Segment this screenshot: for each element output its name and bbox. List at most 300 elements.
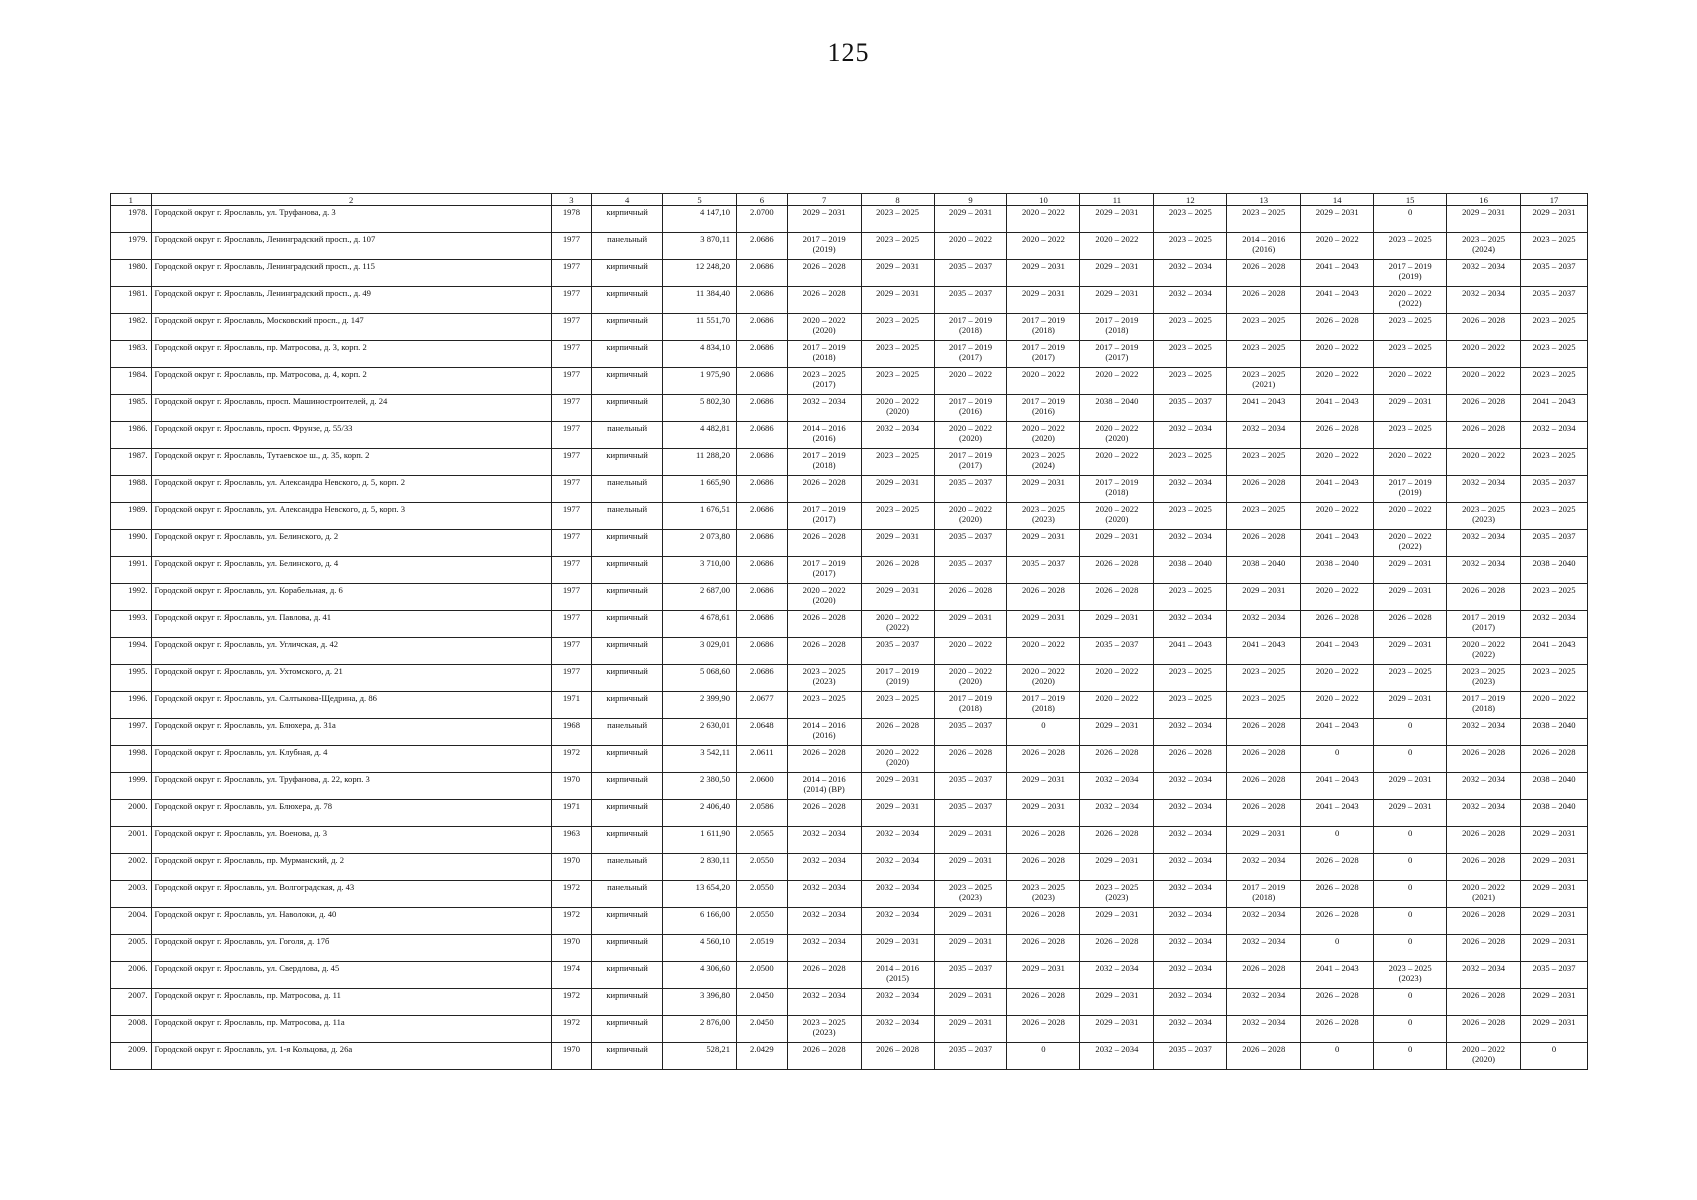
table-cell-col-5: 2 687,00 xyxy=(663,584,737,611)
table-cell-col-8: 2017 – 2019 (2019) xyxy=(861,665,934,692)
table-cell-col-12: 2023 – 2025 xyxy=(1154,341,1227,368)
table-cell-col-11: 2020 – 2022 (2020) xyxy=(1080,503,1154,530)
table-row xyxy=(111,287,1588,314)
table-cell-col-6: 2.0686 xyxy=(737,422,788,449)
table-cell-col-14: 2020 – 2022 xyxy=(1301,665,1374,692)
table-cell-col-17: 2029 – 2031 xyxy=(1521,1016,1588,1043)
table-cell-col-9: 2035 – 2037 xyxy=(934,530,1007,557)
table-cell-col-13: 2026 – 2028 xyxy=(1227,530,1301,557)
table-cell-col-1: 1979. xyxy=(111,233,152,260)
table-cell-col-3: 1974 xyxy=(551,962,592,989)
table-cell-col-6: 2.0677 xyxy=(737,692,788,719)
table-cell-col-17: 2029 – 2031 xyxy=(1521,908,1588,935)
table-cell-col-5: 13 654,20 xyxy=(663,881,737,908)
table-cell-col-3: 1971 xyxy=(551,692,592,719)
table-cell-col-14: 2041 – 2043 xyxy=(1301,476,1374,503)
table-cell-col-11: 2029 – 2031 xyxy=(1080,908,1154,935)
table-cell-col-9: 2017 – 2019 (2017) xyxy=(934,449,1007,476)
table-cell-col-10: 2035 – 2037 xyxy=(1007,557,1080,584)
table-cell-col-12: 2026 – 2028 xyxy=(1154,746,1227,773)
table-cell-col-3: 1963 xyxy=(551,827,592,854)
table-cell-col-12: 2035 – 2037 xyxy=(1154,1043,1227,1070)
table-cell-col-14: 2029 – 2031 xyxy=(1301,206,1374,233)
table-cell-col-2: Городской округ г. Ярославль, ул. Блюхера, д. 31а xyxy=(151,719,551,746)
table-cell-col-5: 2 876,00 xyxy=(663,1016,737,1043)
table-cell-col-17: 2041 – 2043 xyxy=(1521,638,1588,665)
table-cell-col-7: 2017 – 2019 (2018) xyxy=(787,341,861,368)
table-cell-col-11: 2020 – 2022 xyxy=(1080,449,1154,476)
table-cell-col-8: 2014 – 2016 (2015) xyxy=(861,962,934,989)
table-cell-col-4: кирпичный xyxy=(592,827,663,854)
table-cell-col-9: 2035 – 2037 xyxy=(934,260,1007,287)
table-cell-col-13: 2023 – 2025 xyxy=(1227,314,1301,341)
table-cell-col-13: 2023 – 2025 (2021) xyxy=(1227,368,1301,395)
table-cell-col-2: Городской округ г. Ярославль, Тутаевское ш., д. 35, корп. 2 xyxy=(151,449,551,476)
table-cell-col-15: 0 xyxy=(1374,827,1447,854)
table-cell-col-14: 2026 – 2028 xyxy=(1301,422,1374,449)
table-cell-col-5: 3 542,11 xyxy=(663,746,737,773)
table-cell-col-4: кирпичный xyxy=(592,935,663,962)
table-cell-col-16: 2020 – 2022 xyxy=(1447,449,1521,476)
table-cell-col-8: 2032 – 2034 xyxy=(861,827,934,854)
column-header-9: 9 xyxy=(934,194,1007,206)
table-cell-col-6: 2.0686 xyxy=(737,503,788,530)
table-cell-col-6: 2.0611 xyxy=(737,746,788,773)
table-cell-col-15: 2023 – 2025 xyxy=(1374,665,1447,692)
table-cell-col-16: 2026 – 2028 xyxy=(1447,1016,1521,1043)
table-cell-col-3: 1977 xyxy=(551,557,592,584)
table-cell-col-14: 2041 – 2043 xyxy=(1301,719,1374,746)
table-row xyxy=(111,638,1588,665)
table-row xyxy=(111,800,1588,827)
table-cell-col-14: 0 xyxy=(1301,1043,1374,1070)
table-cell-col-16: 2032 – 2034 xyxy=(1447,719,1521,746)
table-cell-col-9: 2017 – 2019 (2018) xyxy=(934,314,1007,341)
table-cell-col-16: 2020 – 2022 xyxy=(1447,368,1521,395)
table-cell-col-14: 2020 – 2022 xyxy=(1301,449,1374,476)
table-cell-col-7: 2020 – 2022 (2020) xyxy=(787,584,861,611)
table-row xyxy=(111,206,1588,233)
table-cell-col-14: 2026 – 2028 xyxy=(1301,989,1374,1016)
table-cell-col-1: 1992. xyxy=(111,584,152,611)
table-cell-col-10: 2017 – 2019 (2016) xyxy=(1007,395,1080,422)
table-cell-col-3: 1972 xyxy=(551,1016,592,1043)
table-cell-col-12: 2032 – 2034 xyxy=(1154,1016,1227,1043)
table-cell-col-15: 2023 – 2025 xyxy=(1374,314,1447,341)
table-cell-col-12: 2032 – 2034 xyxy=(1154,935,1227,962)
table-cell-col-14: 2020 – 2022 xyxy=(1301,368,1374,395)
table-cell-col-7: 2014 – 2016 (2014) (ВР) xyxy=(787,773,861,800)
header-row xyxy=(111,194,1588,206)
table-cell-col-9: 2035 – 2037 xyxy=(934,1043,1007,1070)
table-cell-col-17: 2029 – 2031 xyxy=(1521,206,1588,233)
table-cell-col-1: 1996. xyxy=(111,692,152,719)
table-cell-col-6: 2.0686 xyxy=(737,314,788,341)
table-cell-col-1: 1994. xyxy=(111,638,152,665)
table-cell-col-1: 1995. xyxy=(111,665,152,692)
table-cell-col-4: кирпичный xyxy=(592,287,663,314)
table-cell-col-7: 2032 – 2034 xyxy=(787,854,861,881)
table-cell-col-7: 2026 – 2028 xyxy=(787,260,861,287)
table-cell-col-4: панельный xyxy=(592,422,663,449)
table-cell-col-5: 3 029,01 xyxy=(663,638,737,665)
table-cell-col-15: 2023 – 2025 xyxy=(1374,341,1447,368)
table-cell-col-16: 2020 – 2022 xyxy=(1447,341,1521,368)
table-cell-col-2: Городской округ г. Ярославль, пр. Матросова, д. 11 xyxy=(151,989,551,1016)
table-cell-col-5: 6 166,00 xyxy=(663,908,737,935)
table-cell-col-15: 2029 – 2031 xyxy=(1374,395,1447,422)
table-cell-col-17: 2029 – 2031 xyxy=(1521,881,1588,908)
table-cell-col-1: 2007. xyxy=(111,989,152,1016)
table-cell-col-7: 2032 – 2034 xyxy=(787,935,861,962)
table-cell-col-16: 2026 – 2028 xyxy=(1447,908,1521,935)
table-cell-col-2: Городской округ г. Ярославль, Московский просп., д. 147 xyxy=(151,314,551,341)
table-cell-col-1: 2005. xyxy=(111,935,152,962)
table-cell-col-4: панельный xyxy=(592,881,663,908)
table-cell-col-12: 2032 – 2034 xyxy=(1154,260,1227,287)
table-cell-col-11: 2017 – 2019 (2017) xyxy=(1080,341,1154,368)
table-cell-col-16: 2032 – 2034 xyxy=(1447,260,1521,287)
table-cell-col-3: 1970 xyxy=(551,935,592,962)
table-row xyxy=(111,1016,1588,1043)
table-cell-col-15: 0 xyxy=(1374,1043,1447,1070)
table-cell-col-8: 2023 – 2025 xyxy=(861,233,934,260)
column-header-6: 6 xyxy=(737,194,788,206)
table-row xyxy=(111,395,1588,422)
table-cell-col-8: 2032 – 2034 xyxy=(861,989,934,1016)
table-cell-col-11: 2029 – 2031 xyxy=(1080,989,1154,1016)
column-header-2: 2 xyxy=(151,194,551,206)
table-cell-col-2: Городской округ г. Ярославль, ул. Угличская, д. 42 xyxy=(151,638,551,665)
table-cell-col-4: кирпичный xyxy=(592,638,663,665)
table-cell-col-12: 2032 – 2034 xyxy=(1154,854,1227,881)
table-cell-col-9: 2020 – 2022 (2020) xyxy=(934,503,1007,530)
table-cell-col-10: 2023 – 2025 (2023) xyxy=(1007,881,1080,908)
table-cell-col-16: 2032 – 2034 xyxy=(1447,287,1521,314)
table-cell-col-6: 2.0686 xyxy=(737,395,788,422)
table-cell-col-1: 1983. xyxy=(111,341,152,368)
table-cell-col-5: 11 288,20 xyxy=(663,449,737,476)
table-cell-col-1: 1982. xyxy=(111,314,152,341)
table-cell-col-3: 1977 xyxy=(551,503,592,530)
table-cell-col-2: Городской округ г. Ярославль, пр. Мурманский, д. 2 xyxy=(151,854,551,881)
table-cell-col-16: 2026 – 2028 xyxy=(1447,854,1521,881)
table-cell-col-13: 2041 – 2043 xyxy=(1227,638,1301,665)
table-cell-col-8: 2032 – 2034 xyxy=(861,1016,934,1043)
table-row xyxy=(111,935,1588,962)
table-cell-col-10: 0 xyxy=(1007,719,1080,746)
table-cell-col-11: 2029 – 2031 xyxy=(1080,719,1154,746)
table-cell-col-9: 2029 – 2031 xyxy=(934,827,1007,854)
table-row xyxy=(111,719,1588,746)
table-cell-col-16: 2032 – 2034 xyxy=(1447,962,1521,989)
table-cell-col-5: 3 870,11 xyxy=(663,233,737,260)
table-cell-col-14: 2026 – 2028 xyxy=(1301,854,1374,881)
table-cell-col-5: 5 802,30 xyxy=(663,395,737,422)
table-cell-col-4: панельный xyxy=(592,503,663,530)
table-cell-col-16: 2026 – 2028 xyxy=(1447,584,1521,611)
table-cell-col-16: 2020 – 2022 (2022) xyxy=(1447,638,1521,665)
column-header-14: 14 xyxy=(1301,194,1374,206)
table-cell-col-14: 2041 – 2043 xyxy=(1301,287,1374,314)
table-cell-col-10: 2029 – 2031 xyxy=(1007,800,1080,827)
table-cell-col-12: 2032 – 2034 xyxy=(1154,476,1227,503)
table-cell-col-1: 1988. xyxy=(111,476,152,503)
table-cell-col-3: 1968 xyxy=(551,719,592,746)
table-cell-col-10: 2020 – 2022 xyxy=(1007,233,1080,260)
table-cell-col-10: 2017 – 2019 (2018) xyxy=(1007,314,1080,341)
table-cell-col-1: 2008. xyxy=(111,1016,152,1043)
table-cell-col-8: 2023 – 2025 xyxy=(861,206,934,233)
table-cell-col-17: 2035 – 2037 xyxy=(1521,260,1588,287)
table-cell-col-9: 2035 – 2037 xyxy=(934,287,1007,314)
table-cell-col-7: 2023 – 2025 (2017) xyxy=(787,368,861,395)
table-row xyxy=(111,665,1588,692)
table-cell-col-6: 2.0429 xyxy=(737,1043,788,1070)
table-cell-col-15: 2020 – 2022 (2022) xyxy=(1374,530,1447,557)
table-cell-col-2: Городской округ г. Ярославль, пр. Матросова, д. 11а xyxy=(151,1016,551,1043)
table-cell-col-13: 2023 – 2025 xyxy=(1227,503,1301,530)
table-row xyxy=(111,611,1588,638)
table-cell-col-12: 2032 – 2034 xyxy=(1154,989,1227,1016)
table-cell-col-15: 0 xyxy=(1374,908,1447,935)
table-cell-col-7: 2017 – 2019 (2019) xyxy=(787,233,861,260)
table-cell-col-8: 2032 – 2034 xyxy=(861,422,934,449)
table-cell-col-11: 2026 – 2028 xyxy=(1080,827,1154,854)
table-cell-col-13: 2026 – 2028 xyxy=(1227,719,1301,746)
table-cell-col-8: 2023 – 2025 xyxy=(861,314,934,341)
table-cell-col-12: 2032 – 2034 xyxy=(1154,422,1227,449)
table-cell-col-1: 1985. xyxy=(111,395,152,422)
table-cell-col-3: 1977 xyxy=(551,530,592,557)
table-cell-col-15: 0 xyxy=(1374,746,1447,773)
table-cell-col-17: 2026 – 2028 xyxy=(1521,746,1588,773)
table-cell-col-10: 2026 – 2028 xyxy=(1007,584,1080,611)
column-header-4: 4 xyxy=(592,194,663,206)
table-cell-col-2: Городской округ г. Ярославль, ул. Белинского, д. 4 xyxy=(151,557,551,584)
table-cell-col-15: 2023 – 2025 xyxy=(1374,233,1447,260)
table-cell-col-9: 2029 – 2031 xyxy=(934,854,1007,881)
table-cell-col-14: 0 xyxy=(1301,746,1374,773)
table-cell-col-6: 2.0500 xyxy=(737,962,788,989)
table-cell-col-3: 1977 xyxy=(551,665,592,692)
table-cell-col-16: 2026 – 2028 xyxy=(1447,395,1521,422)
table-cell-col-13: 2026 – 2028 xyxy=(1227,746,1301,773)
table-cell-col-12: 2032 – 2034 xyxy=(1154,800,1227,827)
table-cell-col-8: 2029 – 2031 xyxy=(861,260,934,287)
table-cell-col-15: 2023 – 2025 (2023) xyxy=(1374,962,1447,989)
table-cell-col-2: Городской округ г. Ярославль, пр. Матросова, д. 3, корп. 2 xyxy=(151,341,551,368)
table-cell-col-4: кирпичный xyxy=(592,395,663,422)
table-cell-col-3: 1977 xyxy=(551,422,592,449)
table-cell-col-9: 2035 – 2037 xyxy=(934,719,1007,746)
table-cell-col-8: 2032 – 2034 xyxy=(861,881,934,908)
table-cell-col-14: 2020 – 2022 xyxy=(1301,233,1374,260)
table-cell-col-7: 2026 – 2028 xyxy=(787,746,861,773)
table-row xyxy=(111,746,1588,773)
table-cell-col-6: 2.0600 xyxy=(737,773,788,800)
table-cell-col-2: Городской округ г. Ярославль, ул. Салтыкова-Щедрина, д. 86 xyxy=(151,692,551,719)
table-cell-col-14: 0 xyxy=(1301,827,1374,854)
column-header-1: 1 xyxy=(111,194,152,206)
table-cell-col-13: 2023 – 2025 xyxy=(1227,206,1301,233)
table-cell-col-9: 2029 – 2031 xyxy=(934,611,1007,638)
table-cell-col-5: 528,21 xyxy=(663,1043,737,1070)
table-cell-col-14: 2041 – 2043 xyxy=(1301,773,1374,800)
table-cell-col-15: 2020 – 2022 (2022) xyxy=(1374,287,1447,314)
table-cell-col-8: 2020 – 2022 (2020) xyxy=(861,746,934,773)
table-cell-col-11: 2029 – 2031 xyxy=(1080,530,1154,557)
table-cell-col-3: 1977 xyxy=(551,395,592,422)
table-cell-col-3: 1970 xyxy=(551,1043,592,1070)
table-cell-col-4: кирпичный xyxy=(592,260,663,287)
table-cell-col-9: 2035 – 2037 xyxy=(934,773,1007,800)
table-cell-col-13: 2023 – 2025 xyxy=(1227,449,1301,476)
table-cell-col-17: 2029 – 2031 xyxy=(1521,989,1588,1016)
table-cell-col-17: 2023 – 2025 xyxy=(1521,584,1588,611)
table-cell-col-2: Городской округ г. Ярославль, ул. Военова, д. 3 xyxy=(151,827,551,854)
table-cell-col-14: 2026 – 2028 xyxy=(1301,908,1374,935)
table-cell-col-4: панельный xyxy=(592,719,663,746)
table-cell-col-9: 2026 – 2028 xyxy=(934,584,1007,611)
table-cell-col-6: 2.0550 xyxy=(737,908,788,935)
housing-repair-table xyxy=(110,193,1588,1070)
table-cell-col-10: 2023 – 2025 (2024) xyxy=(1007,449,1080,476)
table-cell-col-4: кирпичный xyxy=(592,584,663,611)
table-cell-col-15: 0 xyxy=(1374,1016,1447,1043)
table-cell-col-2: Городской округ г. Ярославль, ул. Белинского, д. 2 xyxy=(151,530,551,557)
table-cell-col-16: 2026 – 2028 xyxy=(1447,746,1521,773)
table-cell-col-10: 2026 – 2028 xyxy=(1007,854,1080,881)
table-cell-col-12: 2032 – 2034 xyxy=(1154,287,1227,314)
table-cell-col-17: 2023 – 2025 xyxy=(1521,341,1588,368)
table-cell-col-9: 2020 – 2022 xyxy=(934,233,1007,260)
table-cell-col-17: 2035 – 2037 xyxy=(1521,287,1588,314)
table-cell-col-10: 2020 – 2022 (2020) xyxy=(1007,665,1080,692)
table-cell-col-7: 2014 – 2016 (2016) xyxy=(787,719,861,746)
table-cell-col-7: 2026 – 2028 xyxy=(787,800,861,827)
table-cell-col-10: 2020 – 2022 (2020) xyxy=(1007,422,1080,449)
table-cell-col-17: 2035 – 2037 xyxy=(1521,530,1588,557)
table-cell-col-12: 2023 – 2025 xyxy=(1154,503,1227,530)
table-cell-col-1: 2001. xyxy=(111,827,152,854)
table-row xyxy=(111,881,1588,908)
table-cell-col-13: 2026 – 2028 xyxy=(1227,260,1301,287)
table-cell-col-10: 2029 – 2031 xyxy=(1007,611,1080,638)
table-cell-col-11: 2020 – 2022 xyxy=(1080,368,1154,395)
table-cell-col-3: 1977 xyxy=(551,314,592,341)
table-cell-col-3: 1978 xyxy=(551,206,592,233)
table-cell-col-15: 2029 – 2031 xyxy=(1374,557,1447,584)
table-cell-col-15: 2020 – 2022 xyxy=(1374,368,1447,395)
table-cell-col-4: кирпичный xyxy=(592,530,663,557)
column-header-11: 11 xyxy=(1080,194,1154,206)
table-cell-col-7: 2032 – 2034 xyxy=(787,881,861,908)
table-cell-col-17: 2029 – 2031 xyxy=(1521,827,1588,854)
table-cell-col-17: 2032 – 2034 xyxy=(1521,611,1588,638)
table-cell-col-4: кирпичный xyxy=(592,665,663,692)
table-cell-col-2: Городской округ г. Ярославль, ул. Гоголя, д. 17б xyxy=(151,935,551,962)
table-cell-col-6: 2.0648 xyxy=(737,719,788,746)
table-cell-col-8: 2026 – 2028 xyxy=(861,719,934,746)
table-cell-col-4: кирпичный xyxy=(592,1043,663,1070)
table-cell-col-9: 2026 – 2028 xyxy=(934,746,1007,773)
table-cell-col-3: 1977 xyxy=(551,233,592,260)
table-cell-col-7: 2026 – 2028 xyxy=(787,530,861,557)
table-cell-col-9: 2020 – 2022 xyxy=(934,638,1007,665)
table-cell-col-3: 1977 xyxy=(551,368,592,395)
table-cell-col-4: кирпичный xyxy=(592,611,663,638)
table-cell-col-7: 2020 – 2022 (2020) xyxy=(787,314,861,341)
table-cell-col-9: 2023 – 2025 (2023) xyxy=(934,881,1007,908)
table-cell-col-6: 2.0686 xyxy=(737,287,788,314)
table-cell-col-11: 2017 – 2019 (2018) xyxy=(1080,314,1154,341)
table-cell-col-13: 2032 – 2034 xyxy=(1227,989,1301,1016)
table-cell-col-17: 2041 – 2043 xyxy=(1521,395,1588,422)
table-cell-col-3: 1977 xyxy=(551,260,592,287)
table-cell-col-7: 2014 – 2016 (2016) xyxy=(787,422,861,449)
table-cell-col-4: кирпичный xyxy=(592,449,663,476)
table-cell-col-2: Городской округ г. Ярославль, ул. Наволоки, д. 40 xyxy=(151,908,551,935)
table-cell-col-12: 2032 – 2034 xyxy=(1154,962,1227,989)
table-cell-col-6: 2.0586 xyxy=(737,800,788,827)
table-cell-col-8: 2023 – 2025 xyxy=(861,692,934,719)
table-cell-col-5: 2 630,01 xyxy=(663,719,737,746)
table-cell-col-17: 2023 – 2025 xyxy=(1521,233,1588,260)
table-cell-col-12: 2023 – 2025 xyxy=(1154,449,1227,476)
table-cell-col-10: 2017 – 2019 (2018) xyxy=(1007,692,1080,719)
table-cell-col-12: 2032 – 2034 xyxy=(1154,611,1227,638)
table-cell-col-6: 2.0686 xyxy=(737,476,788,503)
table-cell-col-2: Городской округ г. Ярославль, ул. Волгоградская, д. 43 xyxy=(151,881,551,908)
table-cell-col-12: 2032 – 2034 xyxy=(1154,881,1227,908)
table-cell-col-8: 2029 – 2031 xyxy=(861,530,934,557)
table-cell-col-3: 1972 xyxy=(551,989,592,1016)
table-cell-col-11: 2029 – 2031 xyxy=(1080,260,1154,287)
table-cell-col-8: 2020 – 2022 (2020) xyxy=(861,395,934,422)
table-row xyxy=(111,449,1588,476)
table-cell-col-7: 2026 – 2028 xyxy=(787,611,861,638)
table-cell-col-14: 2026 – 2028 xyxy=(1301,314,1374,341)
table-body xyxy=(111,206,1588,1070)
table-cell-col-17: 2023 – 2025 xyxy=(1521,449,1588,476)
table-cell-col-17: 2032 – 2034 xyxy=(1521,422,1588,449)
table-cell-col-13: 2023 – 2025 xyxy=(1227,341,1301,368)
table-cell-col-3: 1977 xyxy=(551,638,592,665)
table-cell-col-16: 2020 – 2022 (2021) xyxy=(1447,881,1521,908)
table-cell-col-2: Городской округ г. Ярославль, ул. Александра Невского, д. 5, корп. 3 xyxy=(151,503,551,530)
table-cell-col-12: 2023 – 2025 xyxy=(1154,692,1227,719)
table-row xyxy=(111,989,1588,1016)
table-cell-col-5: 1 611,90 xyxy=(663,827,737,854)
table-cell-col-1: 2009. xyxy=(111,1043,152,1070)
table-cell-col-17: 0 xyxy=(1521,1043,1588,1070)
table-cell-col-3: 1970 xyxy=(551,854,592,881)
table-cell-col-15: 2026 – 2028 xyxy=(1374,611,1447,638)
table-cell-col-13: 2026 – 2028 xyxy=(1227,287,1301,314)
table-cell-col-14: 2041 – 2043 xyxy=(1301,395,1374,422)
table-cell-col-17: 2038 – 2040 xyxy=(1521,800,1588,827)
page-number: 125 xyxy=(827,38,870,67)
table-cell-col-8: 2026 – 2028 xyxy=(861,557,934,584)
table-cell-col-6: 2.0550 xyxy=(737,881,788,908)
table-cell-col-8: 2029 – 2031 xyxy=(861,476,934,503)
table-cell-col-17: 2029 – 2031 xyxy=(1521,935,1588,962)
table-cell-col-8: 2029 – 2031 xyxy=(861,935,934,962)
table-cell-col-14: 2020 – 2022 xyxy=(1301,584,1374,611)
table-cell-col-10: 2029 – 2031 xyxy=(1007,287,1080,314)
table-cell-col-6: 2.0686 xyxy=(737,530,788,557)
